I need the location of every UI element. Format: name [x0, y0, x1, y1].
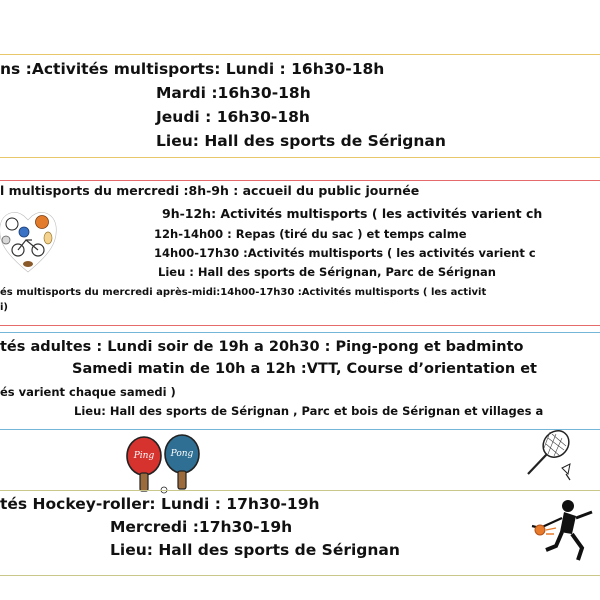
pong-label: Pong — [170, 449, 194, 459]
wednesday-afternoon-only-end: i) — [0, 302, 8, 313]
soccer-ball-icon — [6, 218, 18, 230]
hockey-player-icon — [526, 494, 596, 564]
basketball-icon — [36, 216, 49, 229]
wednesday-lunch: 12h-14h00 : Repas (tiré du sac ) et temps calme — [154, 227, 467, 241]
multisports-heading: ns :Activités multisports: Lundi : 16h30-18h — [0, 60, 385, 78]
hockey-wednesday: Mercredi :17h30-19h — [110, 518, 293, 536]
wednesday-heading: l multisports du mercredi :8h-9h : accueil du public journée — [0, 183, 420, 198]
sports-heart-illustration — [0, 204, 58, 276]
wednesday-location: Lieu : Hall des sports de Sérignan, Parc de Sérignan — [158, 265, 496, 279]
multisports-tuesday: Mardi :16h30-18h — [156, 84, 311, 102]
hockey-monday: tés Hockey-roller: Lundi : 17h30-19h — [0, 495, 320, 513]
multisports-location: Lieu: Hall des sports de Sérignan — [156, 132, 446, 150]
adults-monday: tés adultes : Lundi soir de 19h a 20h30 : Ping-pong et badminto — [0, 339, 524, 355]
wednesday-afternoon: 14h00-17h30 :Activités multisports ( les activités varient c — [154, 246, 536, 260]
ping-pong-paddles-icon — [122, 434, 206, 496]
badminton-racket-icon — [522, 428, 578, 484]
adults-saturday: Samedi matin de 10h a 12h :VTT, Course d’orientation et — [72, 361, 537, 377]
wednesday-afternoon-only: és multisports du mercredi après-midi:14h00-17h30 :Activités multisports ( les activit — [0, 287, 487, 298]
adults-location: Lieu: Hall des sports de Sérignan , Parc et bois de Sérignan et villages a — [74, 404, 544, 418]
hockey-location: Lieu: Hall des sports de Sérignan — [110, 541, 400, 559]
bicycle-icon — [12, 240, 44, 256]
adults-saturday-note: és varient chaque samedi ) — [0, 385, 176, 399]
multisports-thursday: Jeudi : 16h30-18h — [156, 108, 310, 126]
ping-label: Ping — [133, 451, 155, 461]
wednesday-morning: 9h-12h: Activités multisports ( les activités varient ch — [162, 206, 543, 221]
